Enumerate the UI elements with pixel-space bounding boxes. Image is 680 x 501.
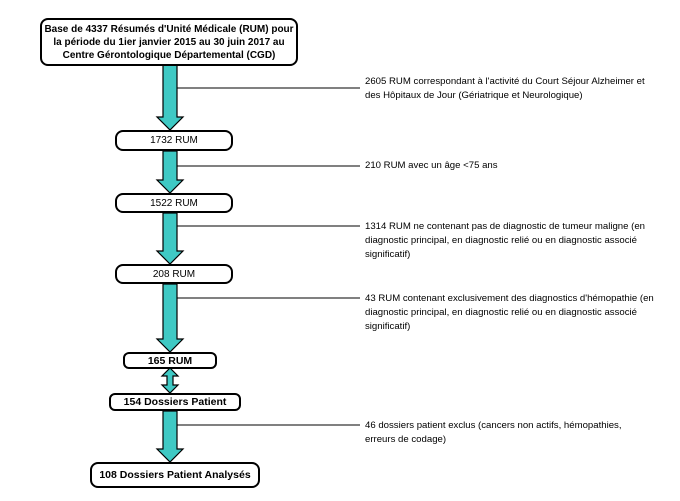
double-arrow xyxy=(162,368,178,393)
start-box xyxy=(40,18,298,66)
step-label: 108 Dossiers Patient Analysés xyxy=(99,469,251,481)
step-label: 1522 RUM xyxy=(150,197,198,209)
down-arrow-2 xyxy=(157,151,183,193)
note-line: diagnostic principal, en diagnostic relié ou en diagnostic associé xyxy=(365,306,637,318)
step-box-165-rum xyxy=(123,352,217,369)
step-label: 154 Dossiers Patient xyxy=(123,396,227,408)
step-label: 1732 RUM xyxy=(150,135,198,146)
exclusion-note-1 xyxy=(365,75,670,103)
note-line: 43 RUM contenant exclusivement des diagnostics d'hémopathie (en xyxy=(365,293,654,304)
note-line: significatif) xyxy=(365,248,411,260)
start-box-line3: Centre Gérontologique Départemental (CGD) xyxy=(62,49,276,61)
note-line: 46 dossiers patient exclus (cancers non actifs, hémopathies, xyxy=(365,420,622,431)
note-line: 2605 RUM correspondant à l'activité du Court Séjour Alzheimer et xyxy=(365,76,645,87)
step-box-208-rum xyxy=(115,264,233,284)
note-line: erreurs de codage) xyxy=(365,433,447,445)
note-line: diagnostic principal, en diagnostic relié ou en diagnostic associé xyxy=(365,234,637,246)
note-line: des Hôpitaux de Jour (Gériatrique et Neurologique) xyxy=(365,89,583,101)
down-arrow-3 xyxy=(157,213,183,264)
exclusion-note-3 xyxy=(365,220,670,262)
step-label: 165 RUM xyxy=(147,354,193,367)
note-line: significatif) xyxy=(365,320,411,332)
exclusion-note-2 xyxy=(365,159,670,173)
step-box-1522-rum xyxy=(115,193,233,213)
exclusion-note-5 xyxy=(365,419,670,447)
final-box-108-dossiers xyxy=(90,462,260,488)
down-arrow-4 xyxy=(157,284,183,352)
down-arrow-5 xyxy=(157,411,183,462)
step-box-154-dossiers xyxy=(109,393,241,411)
note-line: 1314 RUM ne contenant pas de diagnostic de tumeur maligne (en xyxy=(365,221,645,232)
step-box-1732-rum xyxy=(115,130,233,151)
down-arrow-1 xyxy=(157,65,183,130)
start-box-line1: Base de 4337 Résumés d'Unité Médicale (RUM) pour xyxy=(44,23,294,35)
start-box-line2: la période du 1ier janvier 2015 au 30 juin 2017 au xyxy=(53,36,285,48)
step-label: 208 RUM xyxy=(152,268,196,280)
note-line: 210 RUM avec un âge <75 ans xyxy=(365,160,498,171)
exclusion-note-4 xyxy=(365,292,670,334)
